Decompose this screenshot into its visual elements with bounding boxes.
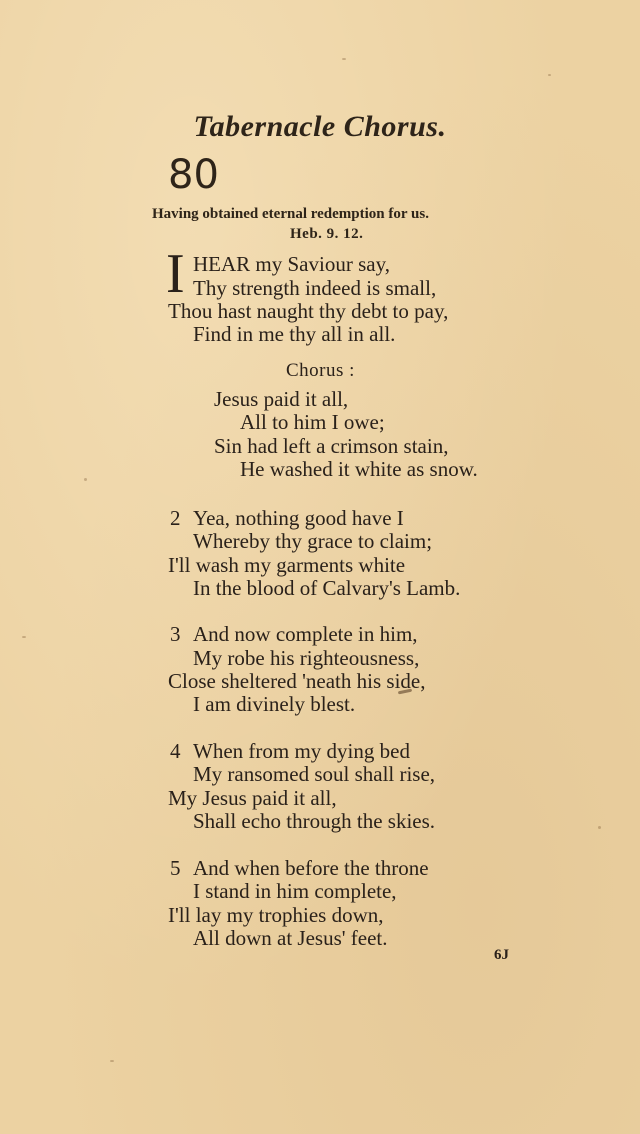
verse-line: Yea, nothing good have I: [193, 506, 404, 530]
verse-line: Thy strength indeed is small,: [193, 276, 437, 300]
chorus-label: Chorus :: [286, 360, 355, 381]
paper-speck: [342, 58, 346, 60]
verse-line: Whereby thy grace to claim;: [193, 529, 433, 553]
verse-line: And now complete in him,: [193, 622, 418, 646]
hymn-number: 80: [168, 152, 219, 198]
verse-line: Close sheltered 'neath his side,: [168, 669, 426, 693]
scripture-reference: Heb. 9. 12.: [290, 226, 364, 242]
verse-line: And when before the throne: [193, 856, 429, 880]
chorus-line: All to him I owe;: [240, 410, 385, 434]
verse-line: Shall echo through the skies.: [193, 809, 436, 833]
verse-line: I'll wash my garments white: [168, 553, 406, 577]
verse-line: My ransomed soul shall rise,: [193, 762, 436, 786]
chorus-line: Jesus paid it all,: [214, 387, 349, 411]
verse-number: 4: [170, 739, 181, 763]
verse-line: All down at Jesus' feet.: [193, 926, 388, 950]
verse-line: I'll lay my trophies down,: [168, 903, 384, 927]
verse-line: In the blood of Calvary's Lamb.: [193, 576, 461, 600]
paper-speck: [22, 636, 26, 638]
chorus-line: He washed it white as snow.: [240, 457, 478, 481]
verse-line: HEAR my Saviour say,: [193, 252, 390, 276]
verse-line: I am divinely blest.: [193, 692, 356, 716]
paper-speck: [548, 74, 551, 76]
verse-number: 5: [170, 856, 181, 880]
paper-speck: [110, 1060, 114, 1062]
paper-speck: [84, 478, 87, 481]
book-title-header: Tabernacle Chorus.: [193, 110, 447, 143]
page-number: 6J: [494, 947, 509, 963]
paper-speck: [598, 826, 601, 829]
verse-number: 3: [170, 622, 181, 646]
scripture-quote: Having obtained eternal redemption for us.: [152, 206, 429, 222]
chorus-line: Sin had left a crimson stain,: [214, 434, 449, 458]
verse-line: My robe his righteousness,: [193, 646, 420, 670]
verse-line: I stand in him complete,: [193, 879, 397, 903]
verse-line: Thou hast naught thy debt to pay,: [168, 299, 449, 323]
verse-line: Find in me thy all in all.: [193, 322, 396, 346]
verse-line: When from my dying bed: [193, 739, 410, 763]
verse-number: 2: [170, 506, 181, 530]
verse-line: My Jesus paid it all,: [168, 786, 337, 810]
drop-cap: I: [166, 243, 185, 305]
